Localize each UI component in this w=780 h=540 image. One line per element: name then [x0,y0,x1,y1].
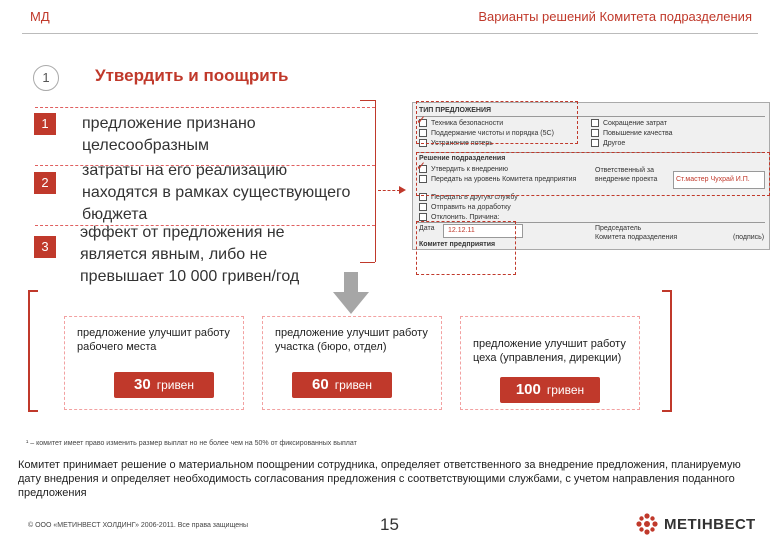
decision-title: Утвердить и поощрить [95,66,289,85]
criteria-bracket-bottom [360,262,375,263]
signature-label: Председатель [595,225,642,232]
reward-unit: гривен [546,383,585,397]
step-number: 1 [33,65,59,91]
rewards-bracket-right [662,290,672,412]
checkbox[interactable] [419,203,427,211]
footnote: ¹ – комитет имеет право изменить размер выплат но не более чем на 50% от фиксированных выплат [26,440,357,447]
criteria-bracket [375,100,376,262]
responsible-label-2: внедрение проекта [595,176,658,183]
form-option: Повышение качества [603,129,673,137]
form-option: Утвердить к внедрению [431,165,508,173]
checkbox[interactable] [591,139,599,147]
reward-value: 60 [312,376,329,393]
down-arrow-icon [333,272,369,314]
signature-hint: (подпись) [733,234,765,241]
rewards-bracket-left [28,290,38,412]
page-number: 15 [380,515,399,534]
reward-value: 100 [515,381,541,398]
reward-amount-30 [114,372,214,398]
date-label: Дата [419,225,435,232]
form-option: Передать в другую службу [431,193,518,201]
form-option: Техника безопасности [431,119,504,127]
form-option: Передать на уровень Комитета предприятия [431,175,577,183]
committee-label: Комитет предприятия [419,241,496,248]
criterion-badge-2: 2 [34,172,56,194]
criteria-bracket-top [360,100,375,101]
criterion-badge-1: 1 [34,113,56,135]
check-mark-icon: ✓ [416,159,427,173]
form-option: Устранение потерь [431,139,493,147]
page-title: Варианты решений Комитета подразделения [478,9,752,24]
checkbox[interactable] [419,213,427,221]
reward-amount-60 [292,372,392,398]
signature-label-2: Комитета подразделения [595,234,678,241]
form-option: Поддержание чистоты и порядка (5С) [431,129,554,137]
highlight-frame [416,221,516,275]
form-option: Отправить на доработку [431,203,511,211]
highlight-frame [416,152,770,196]
form-section-decision: Решение подразделения [419,155,506,162]
logo-text: МЕТІНВЕСТ [664,515,756,533]
metinvest-logo-icon [636,513,658,535]
form-option: Сокращение затрат [603,119,667,127]
highlight-frame [416,101,578,144]
responsible-value: Ст.мастер Чухрай И.П. [676,176,750,183]
check-mark-icon: ✓ [416,113,427,127]
company-logo [636,513,756,535]
reward-unit: гривен [334,378,372,392]
section-label: МД [30,9,50,24]
criteria-divider [35,107,375,108]
responsible-label: Ответственный за [595,167,655,174]
criterion-text-3: эффект от предложения не является явным, либо не превышает 10 000 гривен/год [80,224,300,285]
form-option: Другое [603,139,626,147]
reward-condition: предложение улучшит работу цеха (управления, дирекции) [473,338,626,364]
header-divider [22,33,758,34]
copyright: © ООО «МЕТИНВЕСТ ХОЛДИНГ» 2006-2011. Все права защищены [28,522,249,529]
reward-amount-100 [500,377,600,403]
criterion-text-1: предложение признано целесообразным [82,115,256,154]
checkbox[interactable] [591,119,599,127]
arrow-right-icon [378,190,400,191]
form-section-type: ТИП ПРЕДЛОЖЕНИЯ [419,107,492,114]
criterion-text-2: затраты на его реализацию находятся в рамках существующего бюджета [82,162,351,223]
criterion-badge-3: 3 [34,236,56,258]
form-option: Отклонить. Причина: [431,213,500,221]
reward-value: 30 [134,376,151,393]
reward-condition: предложение улучшит работу участка (бюро, отдел) [275,327,428,353]
description-note: Комитет принимает решение о материальном поощрении сотрудника, определяет ответственного за внедрение предложения, планируемую дату внедрения и определяет необходимость согласования предложения с соответствующими службами, с учетом направления поданного предложения [18,459,741,499]
reward-unit: гривен [156,378,194,392]
checkbox[interactable] [591,129,599,137]
reward-condition: предложение улучшит работу рабочего места [77,327,230,353]
date-value: 12.12.11 [448,227,475,234]
